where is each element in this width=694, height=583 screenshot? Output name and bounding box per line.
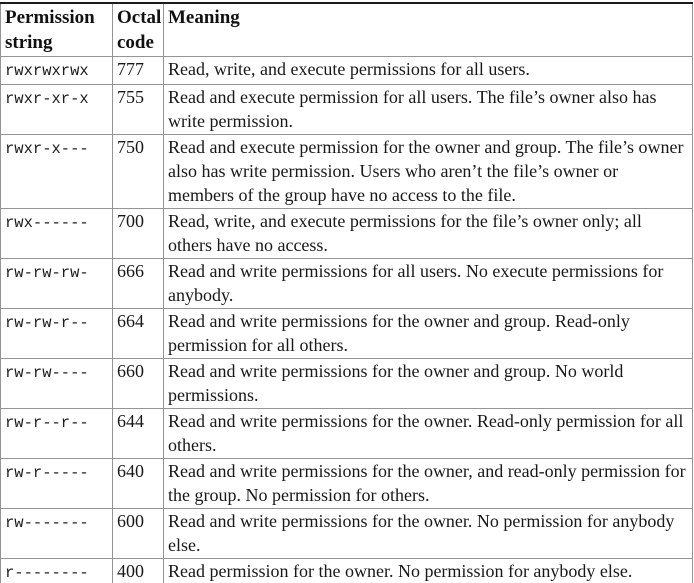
table-row — [1, 559, 693, 583]
meaning-cell: Read and write permissions for all users. No execute permissions for anybody. — [164, 259, 693, 309]
meaning-cell: Read and write permissions for the owner. Read-only permission for all others. — [164, 409, 693, 459]
header-meaning: Meaning — [164, 3, 693, 57]
permission-string-cell: rw-rw---- — [1, 359, 113, 409]
meaning-cell: Read and write permissions for the owner. No permission for anybody else. — [164, 509, 693, 559]
permission-string-cell: rw-rw-r-- — [1, 309, 113, 359]
table-row — [1, 259, 693, 309]
table-row — [1, 309, 693, 359]
meaning-cell: Read and write permissions for the owner and group. Read-only permission for all others. — [164, 309, 693, 359]
table-row — [1, 85, 693, 135]
permission-string-cell: rw-r--r-- — [1, 409, 113, 459]
octal-code-cell: 750 — [113, 135, 164, 209]
meaning-cell: Read, write, and execute permissions for the file’s owner only; all others have no access. — [164, 209, 693, 259]
permission-string-cell: rwxrwxrwx — [1, 57, 113, 85]
permission-string-cell: rwxr-x--- — [1, 135, 113, 209]
permission-string-cell: rw-rw-rw- — [1, 259, 113, 309]
permission-string-cell: rw------- — [1, 509, 113, 559]
table-row — [1, 57, 693, 85]
table-row — [1, 359, 693, 409]
header-octal-code: Octal code — [113, 3, 164, 57]
octal-code-cell: 644 — [113, 409, 164, 459]
table-row — [1, 209, 693, 259]
permissions-table — [0, 2, 693, 583]
table-row — [1, 459, 693, 509]
table-row — [1, 509, 693, 559]
meaning-cell: Read and execute permission for the owner and group. The file’s owner also has write permission. Users who aren’t the file’s owner or members of the group have no access to the file. — [164, 135, 693, 209]
meaning-cell: Read and write permissions for the owner and group. No world permissions. — [164, 359, 693, 409]
table-body — [1, 57, 693, 583]
permission-string-cell: r-------- — [1, 559, 113, 583]
meaning-cell: Read, write, and execute permissions for all users. — [164, 57, 693, 85]
octal-code-cell: 400 — [113, 559, 164, 583]
octal-code-cell: 660 — [113, 359, 164, 409]
meaning-cell: Read permission for the owner. No permission for anybody else. — [164, 559, 693, 583]
octal-code-cell: 755 — [113, 85, 164, 135]
table-row — [1, 135, 693, 209]
meaning-cell: Read and write permissions for the owner, and read-only permission for the group. No permission for others. — [164, 459, 693, 509]
octal-code-cell: 666 — [113, 259, 164, 309]
octal-code-cell: 664 — [113, 309, 164, 359]
permission-string-cell: rwx------ — [1, 209, 113, 259]
octal-code-cell: 700 — [113, 209, 164, 259]
meaning-cell: Read and execute permission for all users. The file’s owner also has write permission. — [164, 85, 693, 135]
header-permission-string: Permission string — [1, 3, 113, 57]
permission-string-cell: rw-r----- — [1, 459, 113, 509]
octal-code-cell: 600 — [113, 509, 164, 559]
table-row — [1, 409, 693, 459]
header-row — [1, 3, 693, 57]
table-header — [1, 3, 693, 57]
octal-code-cell: 777 — [113, 57, 164, 85]
octal-code-cell: 640 — [113, 459, 164, 509]
permission-string-cell: rwxr-xr-x — [1, 85, 113, 135]
